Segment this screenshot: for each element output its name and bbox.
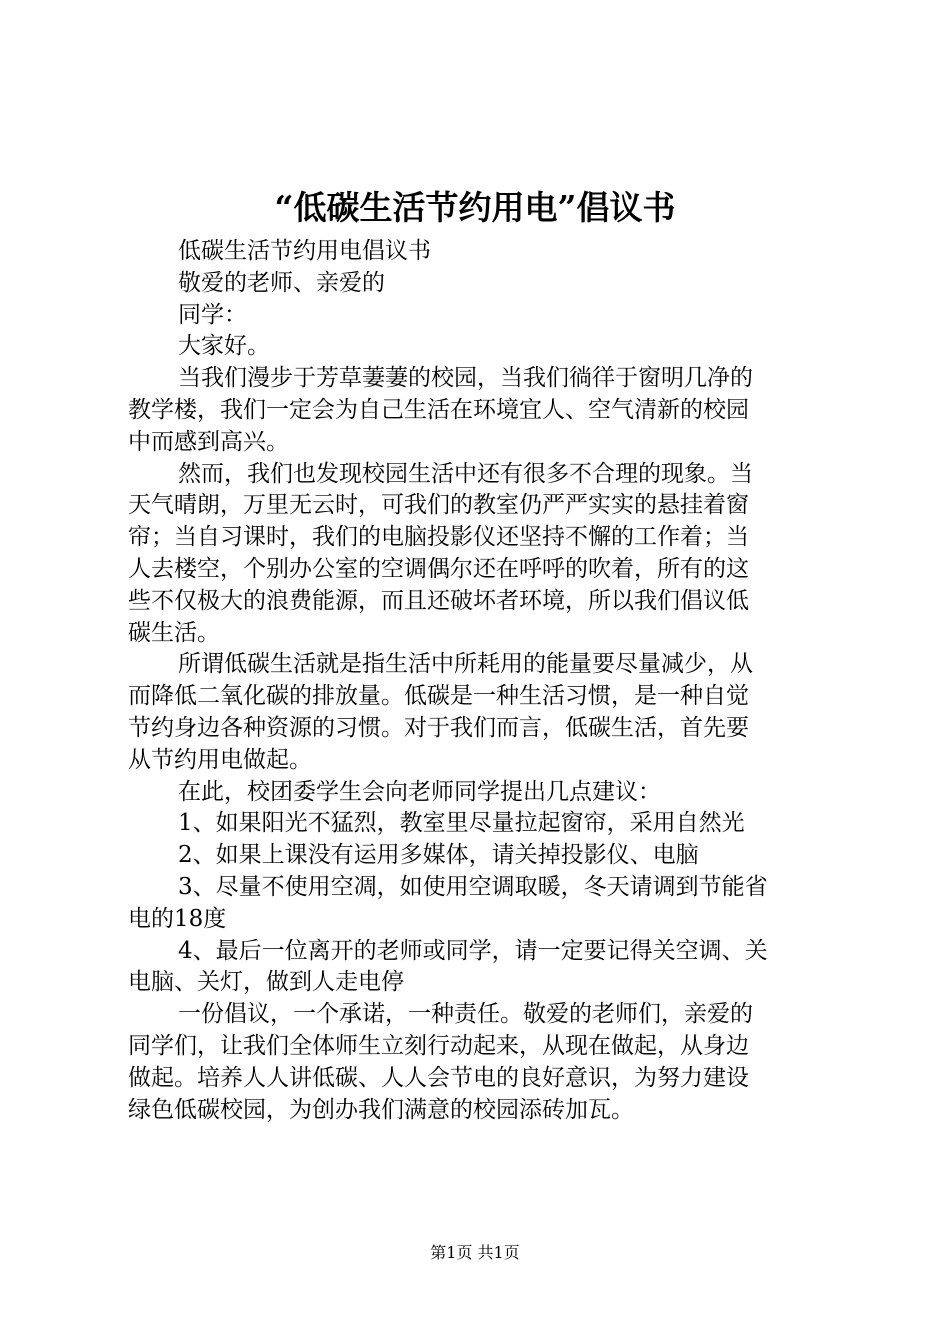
paragraph-line: 在此，校团委学生会向老师同学提出几点建议： [178, 778, 661, 805]
paragraph-line: 天气晴朗，万里无云时，可我们的教室仍严严实实的悬挂着窗 [128, 492, 749, 519]
paragraph-line: 人去楼空，个别办公室的空调偶尔还在呼呼的吹着，所有的这 [128, 555, 749, 582]
suggestion-item: 电的18度 [128, 905, 227, 932]
salutation-line: 敬爱的老师、亲爱的 [178, 269, 385, 296]
suggestion-item: 1、如果阳光不猛烈，教室里尽量拉起窗帘，采用自然光 [178, 810, 745, 837]
salutation-line: 同学： [178, 301, 247, 328]
paragraph-line: 教学楼，我们一定会为自己生活在环境宜人、空气清新的校园 [128, 396, 749, 423]
paragraph-line: 当我们漫步于芳草萋萋的校园，当我们徜徉于窗明几净的 [178, 365, 753, 392]
paragraph-line: 帘；当自习课时，我们的电脑投影仪还坚持不懈的工作着；当 [128, 524, 749, 551]
suggestion-item: 3、尽量不使用空凋，如使用空调取暖，冬天请调到节能省 [178, 873, 768, 900]
document-body [128, 236, 838, 1126]
paragraph-line: 绿色低碳校园，为创办我们满意的校园添砖加瓦。 [128, 1096, 634, 1123]
suggestion-item: 电脑、关灯，做到人走电停 [128, 969, 404, 996]
suggestion-item: 2、如果上课没有运用多媒体，请关掉投影仪、电脑 [178, 842, 699, 869]
subtitle-line: 低碳生活节约用电倡议书 [178, 238, 431, 264]
document-title: “低碳生活节约用电”倡议书 [274, 188, 676, 227]
paragraph-line: 碳生活。 [128, 619, 220, 646]
paragraph-line: 一份倡议，一个承诺，一种责任。敬爱的老师们，亲爱的 [178, 1001, 753, 1028]
paragraph-line: 做起。培养人人讲低碳、人人会节电的良好意识，为努力建设 [128, 1064, 749, 1091]
paragraph-line: 然而，我们也发现校园生活中还有很多不合理的现象。当 [178, 460, 753, 487]
paragraph-line: 而降低二氧化碳的排放量。低碳是一种生活习惯，是一种自觉 [128, 683, 749, 710]
paragraph-line: 所谓低碳生活就是指生活中所耗用的能量要尽量减少，从 [178, 651, 753, 678]
paragraph-line: 节约身边各种资源的习惯。对于我们而言，低碳生活，首先要 [128, 714, 749, 741]
paragraph-line: 同学们，让我们全体师生立刻行动起来，从现在做起，从身边 [128, 1032, 749, 1059]
paragraph-line: 中而感到高兴。 [128, 428, 289, 455]
greeting-line: 大家好。 [178, 333, 270, 360]
paragraph-line: 些不仅极大的浪费能源，而且还破坏者环境，所以我们倡议低 [128, 587, 749, 614]
paragraph-line: 从节约用电做起。 [128, 746, 312, 773]
page-number-footer: 第1页 共1页 [430, 1243, 520, 1262]
suggestion-item: 4、最后一位离开的老师或同学，请一定要记得关空调、关 [178, 937, 768, 964]
